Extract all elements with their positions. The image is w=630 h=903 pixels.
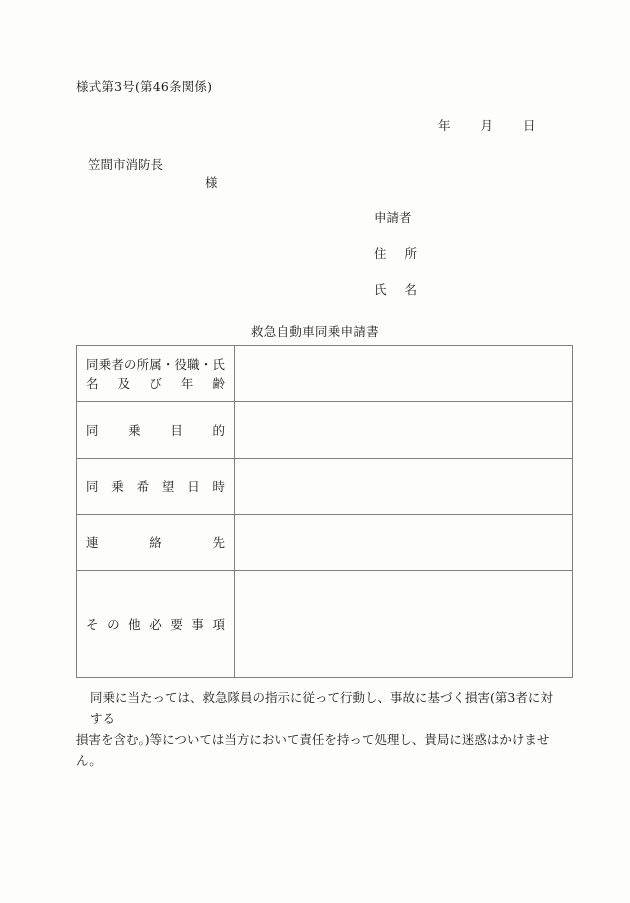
table-row bbox=[77, 402, 573, 459]
applicant-name-label-a: 氏 bbox=[374, 282, 387, 297]
label-char: 同 bbox=[86, 479, 99, 494]
label-char: ・ bbox=[161, 356, 175, 372]
application-table-body bbox=[77, 346, 573, 678]
label-char: 乗 bbox=[98, 356, 112, 372]
label-char: 要 bbox=[170, 616, 183, 632]
table-row bbox=[77, 571, 573, 678]
label-char: 事 bbox=[191, 616, 204, 632]
label-char: 日 bbox=[187, 479, 200, 494]
label-char: 項 bbox=[212, 616, 225, 632]
label-char: 連 bbox=[86, 535, 99, 550]
row-label-purpose bbox=[77, 402, 235, 459]
label-char: 同 bbox=[86, 422, 99, 438]
footer-note-line-2: 損害を含む。)等については当方において責任を持って処理し、貴局に迷惑はかけません。 bbox=[76, 732, 550, 768]
row-label-line-1 bbox=[86, 421, 225, 440]
label-char: 絡 bbox=[149, 535, 162, 550]
page-title: 救急自動車同乗申請書 bbox=[250, 324, 379, 339]
label-char: の bbox=[123, 356, 137, 372]
applicant-block bbox=[374, 211, 417, 319]
addressee-name: 笠間市消防長 bbox=[88, 157, 164, 172]
label-char: 齢 bbox=[212, 375, 225, 391]
applicant-address-label-a: 住 bbox=[374, 246, 387, 261]
label-char: 者 bbox=[111, 356, 124, 372]
table-row bbox=[77, 515, 573, 571]
footer-note-line-1: 同乗に当たっては、救急隊員の指示に従って行動し、事故に基づく損害(第3者に対する bbox=[90, 690, 553, 726]
label-char: 名 bbox=[86, 375, 99, 391]
date-month-label: 月 bbox=[480, 118, 493, 133]
label-char: 必 bbox=[149, 616, 162, 632]
row-label-datetime bbox=[77, 459, 235, 515]
label-char: 属 bbox=[149, 356, 162, 372]
label-char: 乗 bbox=[128, 422, 141, 438]
table-row bbox=[77, 346, 573, 402]
label-char: 目 bbox=[170, 422, 183, 438]
row-label-line-2 bbox=[86, 374, 225, 393]
label-char: 先 bbox=[212, 535, 225, 550]
row-value-datetime[interactable] bbox=[235, 459, 573, 515]
date-day-label: 日 bbox=[522, 118, 536, 133]
label-char: 希 bbox=[136, 479, 150, 494]
applicant-name-label-b: 名 bbox=[404, 282, 417, 297]
applicant-heading: 申請者 bbox=[374, 210, 412, 225]
label-char: び bbox=[149, 375, 162, 391]
applicant-name-row bbox=[374, 283, 417, 319]
applicant-address-label-b: 所 bbox=[404, 246, 417, 261]
label-char: 及 bbox=[117, 375, 131, 391]
row-value-affiliation[interactable] bbox=[235, 346, 573, 402]
label-char: 氏 bbox=[212, 356, 225, 372]
label-char: そ bbox=[86, 616, 99, 632]
row-value-contact[interactable] bbox=[235, 515, 573, 571]
applicant-address-row bbox=[374, 247, 417, 283]
row-label-line-1 bbox=[86, 533, 225, 552]
label-char: 年 bbox=[180, 375, 194, 391]
row-label-lines bbox=[86, 355, 225, 393]
label-char: 的 bbox=[212, 422, 225, 438]
addressee-honorific: 様 bbox=[205, 175, 218, 190]
row-label-other bbox=[77, 571, 235, 678]
label-char: 他 bbox=[128, 616, 141, 632]
row-value-other[interactable] bbox=[235, 571, 573, 678]
label-char: 役 bbox=[174, 356, 187, 372]
label-char: 職 bbox=[187, 356, 200, 372]
row-label-contact bbox=[77, 515, 235, 571]
label-char: 同 bbox=[86, 356, 99, 372]
row-label-affiliation bbox=[77, 346, 235, 402]
label-char: ・ bbox=[199, 356, 213, 372]
label-char: 時 bbox=[212, 479, 225, 494]
table-row bbox=[77, 459, 573, 515]
form-code-label: 様式第3号(第46条関係) bbox=[76, 79, 213, 94]
footer-note bbox=[76, 687, 560, 771]
row-label-line-1 bbox=[86, 477, 225, 496]
application-table bbox=[76, 345, 573, 678]
row-label-line-1 bbox=[86, 355, 225, 374]
row-label-line-1 bbox=[86, 615, 225, 634]
label-char: 所 bbox=[136, 356, 150, 372]
label-char: の bbox=[107, 616, 120, 632]
label-char: 望 bbox=[161, 479, 175, 494]
date-year-label: 年 bbox=[438, 118, 451, 133]
label-char: 乗 bbox=[111, 479, 124, 494]
row-value-purpose[interactable] bbox=[235, 402, 573, 459]
applicant-heading-row bbox=[374, 211, 417, 247]
date-line bbox=[438, 116, 535, 134]
